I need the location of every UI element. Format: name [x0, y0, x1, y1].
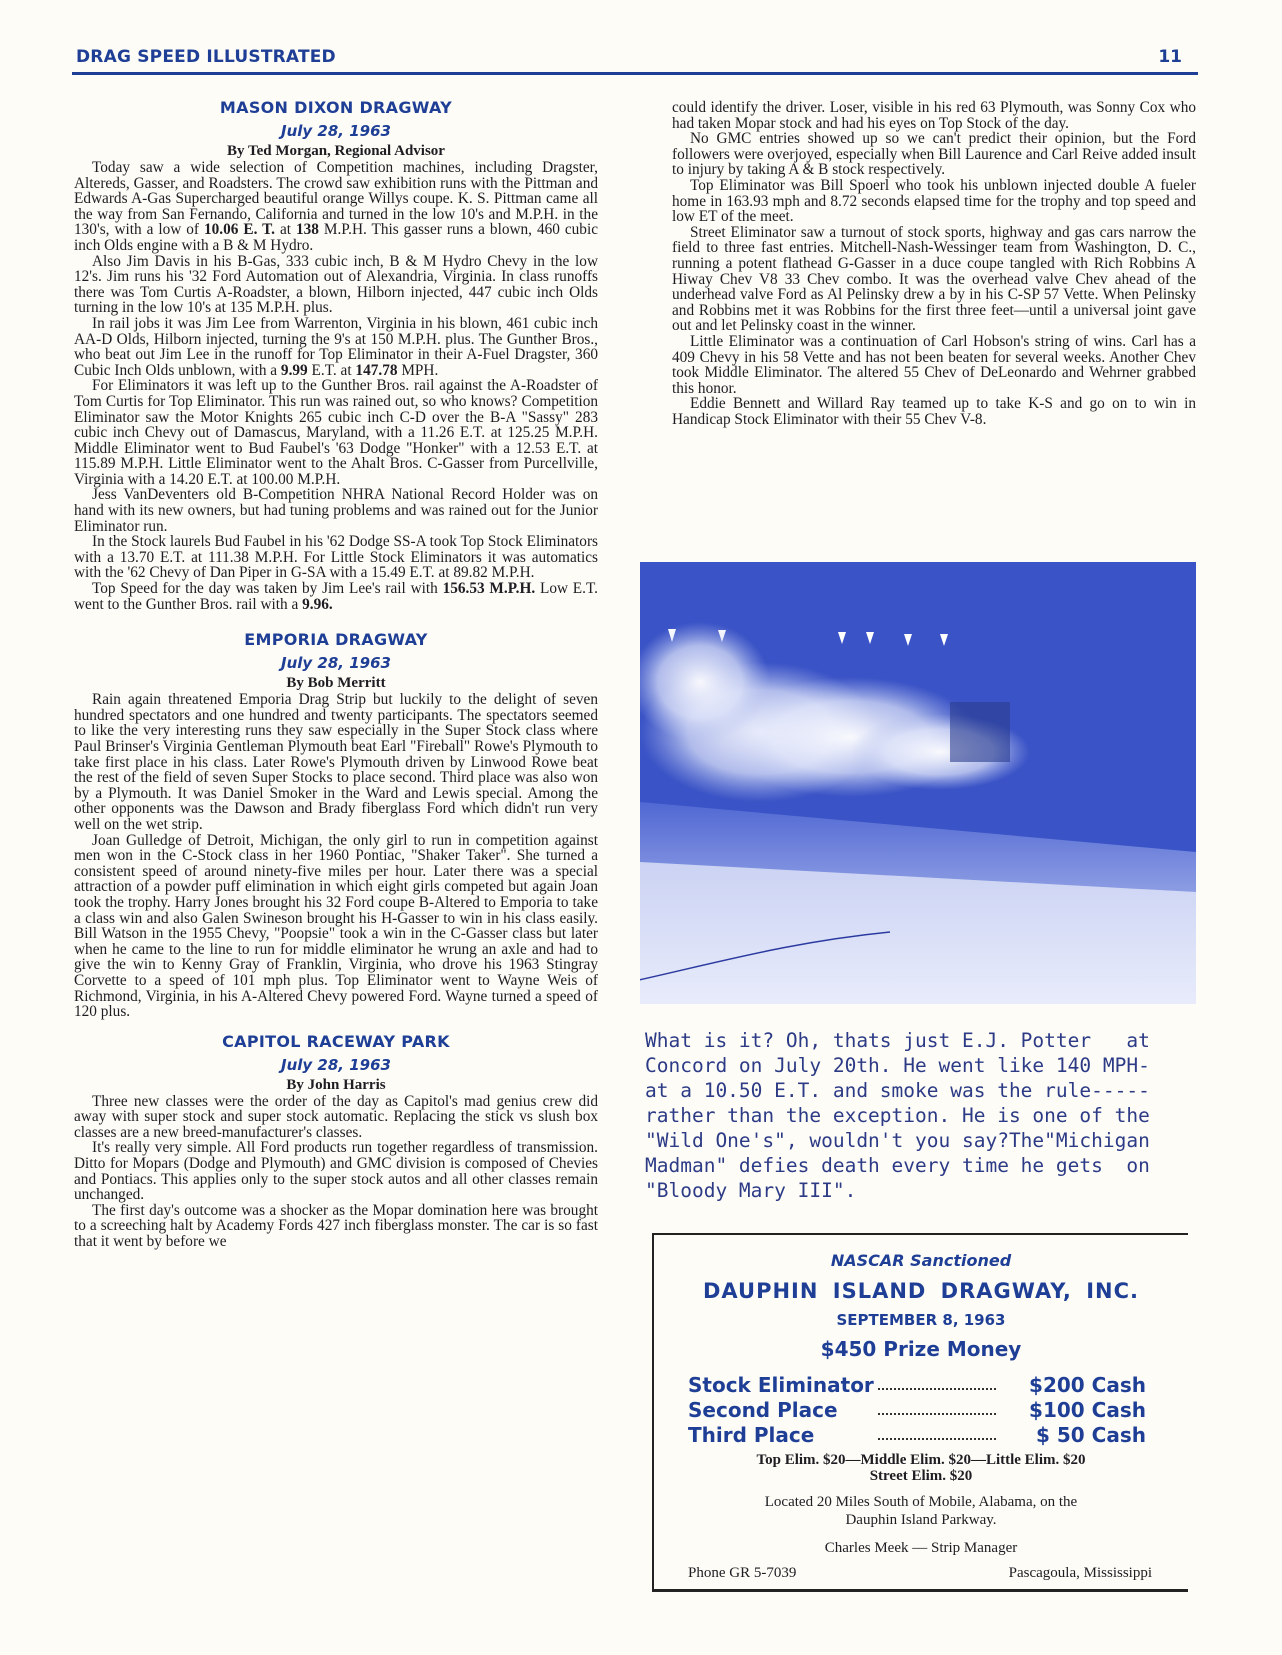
article-title: CAPITOL RACEWAY PARK — [222, 1031, 450, 1051]
prize-amount: $200 Cash — [1029, 1373, 1146, 1397]
ad-manager: Charles Meek — Strip Manager — [824, 1540, 1018, 1556]
paragraph: For Eliminators it was left up to the Gunther Bros. rail against the A-Roadster of Tom Curtis for Top Eliminator. This run was rained out, so who knows? Competition Eliminator saw the Motor Knights 265 cubic inch C-D over the B-A "Sassy" 283 cubic inch Chevy out of Damascus, Maryland, with a 11.26 E.T. at 125.25 M.P.H. Middle Eliminator went to Bud Faubel's '63 Dodge "Honker" with a 12.53 E.T. at 115.89 M.P.H. Little Eliminator went to the Ahalt Bros. C-Gasser from Purcellville, Virginia with a 14.20 E.T. at 100.00 M.P.H. — [74, 377, 598, 488]
paragraph: Joan Gulledge of Detroit, Michigan, the only girl to run in competition against men won in the C-Stock class in her 1960 Pontiac, "Shaker Taker". She turned a consistent speed of around ninety-five miles per hour. Later there was a special attraction of a powder puff elimination in which eight girls competed but again Joan took the trophy. Harry Jones brought his 32 Ford coupe B-Altered to Emporia to take a class win and also Galen Swineson brought his H-Gasser to win in his class easily. Bill Watson in the 1955 Chevy, "Poopsie" took a win in the C-Gasser class but later when he came to the line to run for middle eliminator he wrung an axle and had to give the win to Kenny Gray of Franklin, Virginia, who drove his 1963 Stingray Corvette to a speed of 101 mph plus. Top Eliminator went to Wayne Weis of Richmond, Virginia, in his A-Altered Chevy powered Ford. Wayne turned a speed of 120 plus. — [74, 831, 598, 1021]
prize-place: Third Place — [688, 1423, 815, 1447]
paragraph: In rail jobs it was Jim Lee from Warrenton, Virginia in his blown, 461 cubic inch AA-D Olds, Hilborn injected, turning the 9's at 150 M.P.H. plus. The Gunther Bros., who beat out Jim Lee in the runoff for Top Eliminator in their A-Fuel Dragster, 360 Cubic Inch Olds unblown, with a 9.99 E.T. at 147.78 MPH. — [74, 314, 598, 379]
paragraph: It's really very simple. All Ford products run together regardless of transmission. Ditto for Mopars (Dodge and Plymouth) and GMC division is composed of Chevies and Pontiacs. This applies only to the super stock autos and all other classes remain unchanged. — [74, 1139, 598, 1204]
paragraph: The first day's outcome was a shocker as the Mopar domination here was brought to a screeching halt by Academy Fords 427 inch fiberglass monster. The car is so fast that it went by before we — [74, 1201, 598, 1251]
paragraph: Top Speed for the day was taken by Jim Lee's rail with 156.53 M.P.H. Low E.T. went to the Gunther Bros. rail with a 9.96. — [74, 580, 599, 613]
paragraph: Three new classes were the order of the day as Capitol's mad genius crew did away with super stock and super stock automatic. Replacing the stick vs slush box classes are a new breed-manufacturer's classes. — [74, 1092, 598, 1141]
dragway-advertisement — [652, 1233, 1188, 1592]
paragraph: No GMC entries showed up so we can't predict their opinion, but the Ford followers were overjoyed, especially when Bill Laurence and Carl Reive added insult to injury by taking A & B stock respectively. — [672, 130, 1196, 179]
paragraph: Also Jim Davis in his B-Gas, 333 cubic inch, B & M Hydro Chevy in the low 12's. Jim runs his '32 Ford Automation out of Alexandria, Virginia. In class runoffs there was Tom Curtis A-Roadster, a blown, Hilborn injected, 447 cubic inch Olds turning in the low 10's at 135 M.P.H. plus. — [74, 252, 598, 317]
paragraph: Today saw a wide selection of Competition machines, including Dragster, Altereds, Gasser, and Roadsters. The crowd saw exhibition runs with the Pittman and Edwards A-Gas Supercharged beautiful orange Willys coupe. K. S. Pittman came all the way from San Fernando, California and turned in the low 10's and M.P.H. in the 130's, with a low of 10.06 E. T. at 138 M.P.H. This gasser runs a blown, 460 cubic inch Olds engine with a B & M Hydro. — [74, 159, 598, 254]
article-date: July 28, 1963 — [281, 654, 391, 673]
elim-line: Street Elim. $20 — [869, 1468, 973, 1484]
ad-prize-money: $450 Prize Money — [820, 1337, 1022, 1361]
ad-city: Pascagoula, Mississippi — [1008, 1565, 1152, 1581]
header-rule — [72, 72, 1198, 75]
ad-sanction: NASCAR Sanctioned — [830, 1251, 1012, 1270]
paragraph: Eddie Bennett and Willard Ray teamed up to take K-S and go on to win in Handicap Stock Eliminator with their 55 Chev V-8. — [672, 395, 1196, 428]
photo-caption: What is it? Oh, thats just E.J. Potter at Concord on July 20th. He went like 140 MPH- at a 10.50 E.T. and smoke was the rule----- rather than the exception. He is one of the "Wild One's", wouldn't you say?The"Michigan Madman" defies death every time he gets on "Bloody Mary III". — [645, 1029, 1150, 1202]
article-byline: By Ted Morgan, Regional Advisor — [227, 143, 445, 159]
article-title: EMPORIA DRAGWAY — [244, 630, 428, 650]
smoke-photo-illustration — [640, 562, 1196, 1004]
prize-amount: $ 50 Cash — [1036, 1423, 1146, 1447]
paragraph: could identify the driver. Loser, visible in his red 63 Plymouth, was Sonny Cox who had taken Mopar stock and had his eyes on Top Stock of the day. — [672, 99, 1196, 132]
drag-race-photo — [640, 562, 1196, 1004]
location-line: Located 20 Miles South of Mobile, Alabama, on the — [764, 1494, 1078, 1510]
prize-place: Stock Eliminator — [688, 1373, 874, 1397]
prize-place: Second Place — [688, 1398, 838, 1422]
right-column — [672, 100, 1196, 427]
left-column — [74, 98, 598, 1250]
ad-eliminations — [654, 1452, 1188, 1484]
paragraph: Rain again threatened Emporia Drag Strip but luckily to the delight of seven hundred spectators and one hundred and twenty participants. The spectators seemed to like the very interesting runs they saw especially in the Super Stock class where Paul Brinser's Virginia Gentleman Plymouth beat Earl "Fireball" Rowe's Plymouth to take first place in his class. Later Rowe's Plymouth driven by Linwood Rowe beat the rest of the field of seven Super Stocks to place second. Third place was also won by a Plymouth. It was Daniel Smoker in the Ward and Lewis special. Among the other opponents was the Dawson and Brady fiberglass Ford which didn't run very well on the wet strip. — [74, 691, 598, 833]
prize-amount: $100 Cash — [1029, 1398, 1146, 1422]
magazine-title: DRAG SPEED ILLUSTRATED — [76, 47, 336, 67]
ad-location — [654, 1493, 1188, 1529]
article-title: MASON DIXON DRAGWAY — [219, 98, 453, 117]
ad-dragway-name: DAUPHIN ISLAND DRAGWAY, INC. — [703, 1279, 1139, 1303]
dot-leader — [878, 1438, 996, 1440]
article-date: July 28, 1963 — [281, 122, 391, 140]
ad-date: SEPTEMBER 8, 1963 — [836, 1311, 1006, 1329]
location-line: Dauphin Island Parkway. — [845, 1512, 997, 1528]
page-number: 11 — [1158, 47, 1182, 67]
article-byline: By John Harris — [286, 1076, 386, 1093]
prize-row — [688, 1423, 1146, 1449]
prize-row — [688, 1373, 1146, 1399]
paragraph: Jess VanDeventers old B-Competition NHRA National Record Holder was on hand with its new owners, but had tuning problems and was rained out for the Junior Eliminator run. — [74, 486, 598, 535]
paragraph: Top Eliminator was Bill Spoerl who took his unblown injected double A fueler home in 163.93 mph and 8.72 seconds elapsed time for the trophy and top speed and low ET of the meet. — [672, 176, 1196, 226]
prize-row — [688, 1398, 1146, 1424]
dot-leader — [878, 1413, 996, 1415]
ad-phone: Phone GR 5-7039 — [688, 1565, 797, 1581]
article-date: July 28, 1963 — [281, 1055, 391, 1074]
dot-leader — [878, 1388, 996, 1390]
elim-line: Top Elim. $20—Middle Elim. $20—Little Elim. $20 — [756, 1452, 1086, 1468]
paragraph: Little Eliminator was a continuation of Carl Hobson's string of wins. Carl has a 409 Chevy in his 58 Vette and has not been beaten for several weeks. Another Chev took Middle Eliminator. The altered 55 Chev of DeLeonardo and Wehrner grabbed this honor. — [672, 332, 1196, 397]
article-byline: By Bob Merritt — [286, 675, 386, 692]
paragraph: In the Stock laurels Bud Faubel in his '62 Dodge SS-A took Top Stock Eliminators with a 13.70 E.T. at 111.38 M.P.H. For Little Stock Eliminators it was automatics with the '62 Chevy of Dan Piper in G-SA with a 15.49 E.T. at 89.82 M.P.H. — [74, 533, 598, 582]
paragraph: Street Eliminator saw a turnout of stock sports, highway and gas cars narrow the field to three fast entries. Mitchell-Nash-Wessinger team from Washington, D. C., running a potent flathead G-Gasser in a duce coupe tangled with Rich Robbins A Hiway Chev V8 33 Chev combo. It was the overhead valve Chev ahead of the underhead valve Ford as Al Pelinsky drew a by in his C-SP 57 Vette. When Pelinsky and Robbins met it was Robbins for the first three feet—until a universal joint gave out and let Pelinsky coast in the winner. — [672, 223, 1196, 335]
